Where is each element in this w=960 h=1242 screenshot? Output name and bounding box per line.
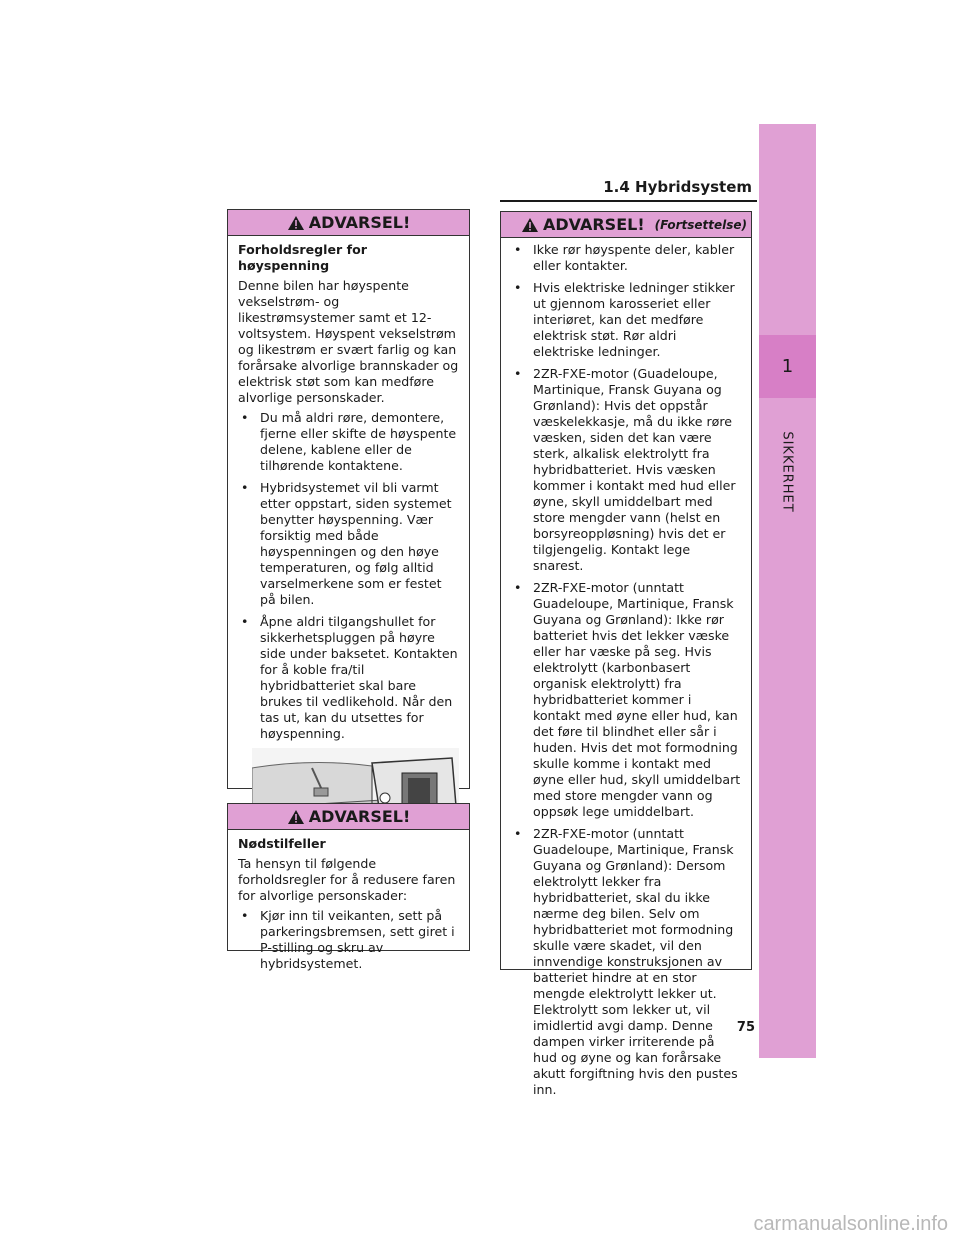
bullet-item: • Åpne aldri tilgangshullet for sikkerhetspluggen på høyre side under baksetet. Kontakten for å koble fra/til hybridbatteriet skal bare brukes til vedlikehold. Når den tas ut, kan du utsettes for høyspenning. — [238, 614, 459, 742]
page-number: 75 — [736, 1020, 755, 1035]
chapter-title: SIKKERHET — [779, 431, 795, 513]
bullet-item: • 2ZR-FXE-motor (unntatt Guadeloupe, Martinique, Fransk Guyana og Grønland): Ikke rør batteriet hvis det lekker væske eller har væske på seg. Hvis elektrolytt (karbonbasert organisk elektrolytt) fra hybridbatteriet kommer i kontakt med øyne eller hud, kan det føre til blindhet eller sår i huden. Hvis det mot formodning skulle komme i kontakt med øyne eller hud, skyll umiddelbart med store mengder vann og oppsøk lege umiddelbart. — [511, 580, 741, 820]
warning-title: ADVARSEL! — [308, 213, 411, 232]
bullet-item: • 2ZR-FXE-motor (Guadeloupe, Martinique, Fransk Guyana og Grønland): Hvis det oppstår væskelekkasje, må du ikke røre væsken, siden det kan være sterk, alkalisk elektrolytt fra hybridbatteriet. Hvis væsken kommer i kontakt med hud eller øyne, skyll umiddelbart med store mengder vann (helst en borsyreoppløsning) hvis det er tilgjengelig. Kontakt lege snarest. — [511, 366, 741, 574]
warning-triangle-icon — [287, 809, 305, 825]
warning-bullets — [238, 908, 459, 972]
warning-body — [501, 238, 751, 1112]
bullet-item: • 2ZR-FXE-motor (unntatt Guadeloupe, Martinique, Fransk Guyana og Grønland): Dersom elektrolytt lekker fra hybridbatteriet, skal du ikke nærme deg bilen. Selv om hybridbatteriet mot formodning skulle være skadet, vil den innvendige konstruksjonen av batteriet hindre at en stor mengde elektrolytt lekker ut. Elektrolytt som lekker ut, vil imidlertid avgi damp. Denne dampen virker irriterende på hud og øyne og kan forårsake akutt forgiftning hvis den pustes inn. — [511, 826, 741, 1098]
bullet-item: • Hvis elektriske ledninger stikker ut gjennom karosseriet eller interiøret, kan det medføre elektrisk støt. Rør aldri elektriske ledninger. — [511, 280, 741, 360]
warning-title: ADVARSEL! — [543, 215, 645, 234]
warning-subtitle: (Fortsettelse) — [654, 217, 748, 232]
warning-header — [228, 804, 469, 830]
section-header: 1.4 Hybridsystem — [603, 178, 752, 196]
warning-bullets — [238, 410, 459, 742]
warning-triangle-icon — [521, 217, 539, 233]
warning-header — [501, 212, 751, 238]
warning-box-high-voltage — [227, 209, 470, 789]
warning-bullets — [511, 242, 741, 1098]
warning-intro: Denne bilen har høyspente vekselstrøm- og likestrømsystemer samt et 12-voltsystem. Høyspent vekselstrøm og likestrøm er svært farlig og kan forårsake alvorlige brannskader og elektrisk støt som kan medføre alvorlige personskader. — [238, 278, 459, 405]
watermark: carmanualsonline.info — [753, 1213, 948, 1235]
warning-subhead: Nødstilfeller — [238, 836, 326, 851]
warning-subhead: Forholdsregler for høyspenning — [238, 242, 367, 273]
bullet-item: • Kjør inn til veikanten, sett på parkeringsbremsen, sett giret i P-stilling og skru av hybridsystemet. — [238, 908, 459, 972]
warning-triangle-icon — [287, 215, 305, 231]
warning-title: ADVARSEL! — [308, 807, 411, 826]
chapter-number: 1 — [759, 335, 816, 398]
chapter-side-tab — [759, 124, 816, 1058]
header-rule — [500, 200, 757, 202]
bullet-item: • Ikke rør høyspente deler, kabler eller kontakter. — [511, 242, 741, 274]
warning-body — [228, 830, 469, 986]
warning-box-emergency — [227, 803, 470, 971]
bullet-item: • Du må aldri røre, demontere, fjerne eller skifte de høyspente delene, kablene eller de tilhørende kontaktene. — [238, 410, 459, 474]
warning-intro: Ta hensyn til følgende forholdsregler for å redusere faren for alvorlige personskader: — [238, 856, 456, 903]
bullet-item: • Hybridsystemet vil bli varmt etter oppstart, siden systemet benytter høyspenning. Vær forsiktig med både høyspenningen og den høye temperaturen, og følg alltid varselmerkene som er festet på bilen. — [238, 480, 459, 608]
warning-body — [228, 236, 469, 886]
warning-header — [228, 210, 469, 236]
